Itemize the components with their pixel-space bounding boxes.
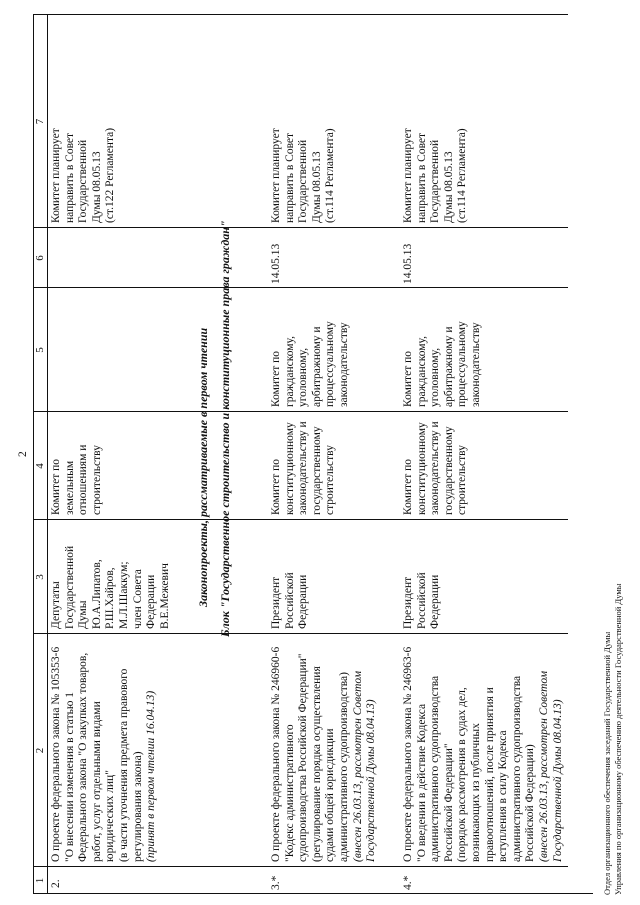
col-border-3 (33, 519, 568, 520)
row3-initiator: Президент Российской Федерации (270, 572, 310, 629)
row2-title: О проекте федерального закона № 105353-6 "О внесении изменения в статью 1 Федерального закона "О закупках товаров, работ, услуг отдельными видами юридических лиц" (в части уточнения предмета правового регулирования закона) (принят в первом чтении 16.04.13) (50, 646, 158, 862)
col-header-5: 5 (34, 347, 46, 353)
row3-number: 3.* (270, 875, 282, 890)
row3-committee: Комитет по конституционному законодательству и государственному строительству (270, 421, 337, 515)
col-header-6: 6 (34, 255, 46, 261)
section-title: Законопроекты, рассматриваемые в первом чтении (196, 327, 210, 607)
row4-decision: Комитет планирует направить в Совет Государственной Думы 08.05.13 (ст.114 Регламента) (402, 128, 469, 223)
row3-note: (внесен 26.03.13, рассмотрен Советом (351, 670, 364, 862)
col-border-2 (33, 633, 568, 634)
col-border-4 (33, 411, 568, 412)
col-border-6 (33, 227, 568, 228)
col-header-3: 3 (34, 574, 46, 580)
col-header-1: 1 (34, 877, 46, 884)
footer-line-2: Управления по организационному обеспечению деятельности Государственной Думы (613, 583, 623, 895)
row2-initiator: Депутаты Государственной Думы Ю.А.Липатов, Р.Ш.Хайров, М.Л.Шаккум; член Совета Федерации В.Е.Межевич (50, 545, 171, 629)
row3-decision: Комитет планирует направить в Совет Государственной Думы 08.05.13 (ст.114 Регламента) (270, 128, 337, 223)
row2-number: 2. (50, 879, 62, 888)
row4-note: (внесен 26.03.13, рассмотрен Советом (537, 670, 550, 862)
col-border-1 (33, 866, 568, 867)
footer-line-1: Отдел организационного обеспечения заседаний Государственной Думы (602, 631, 612, 895)
col-header-2: 2 (34, 747, 46, 754)
row4-title: О проекте федерального закона № 246963-6 "О введении в действие Кодекса административного судопроизводства Российской Федерации" (порядок рассмотрения в судах дел, возникающих из публичных правоотношений, после принятия и вступления в силу Кодекса административного судопроизводства Российской Федерации) (внесен 26.03.13, рассмотрен Советом Государственной Думы 08.04.13) (402, 646, 564, 862)
row2-note: (принят в первом чтении 16.04.13) (145, 690, 158, 862)
row3-date: 14.05.13 (270, 243, 282, 284)
row2-committee: Комитет по земельным отношениям и строительству (50, 444, 103, 515)
col-header-7: 7 (34, 118, 46, 125)
row4-co-committee: Комитет по гражданскому, уголовному, арбитражному и процессуальному законодательству (402, 321, 482, 407)
page-number: 2 (17, 451, 29, 457)
col-border-5 (33, 287, 568, 288)
row2-decision: Комитет планирует направить в Совет Государственной Думы 08.05.13 (ст.122 Регламента) (50, 127, 117, 223)
row4-number: 4.* (402, 875, 414, 890)
table-header-bottom-border (47, 14, 48, 894)
col-header-4: 4 (34, 463, 46, 469)
col-border-7 (33, 14, 568, 15)
block-title: Блок "Государственное строительство и конституционные права граждан" (218, 220, 232, 637)
row4-initiator: Президент Российской Федерации (402, 572, 442, 629)
row3-title: О проекте федерального закона № 246960-6 "Кодекс административного судопроизводства Российской Федерации" (регулирование порядка осуществления судами общей юрисдикции административного судопроизводства) (внесен 26.03.13, рассмотрен Советом Государственной Думы 08.04.13) (270, 646, 378, 862)
row4-committee: Комитет по конституционному законодательству и государственному строительству (402, 421, 469, 515)
row3-co-committee: Комитет по гражданскому, уголовному, арбитражному и процессуальному законодательству (270, 321, 350, 407)
row4-date: 14.05.13 (402, 243, 414, 284)
col-border-0 (33, 893, 593, 894)
